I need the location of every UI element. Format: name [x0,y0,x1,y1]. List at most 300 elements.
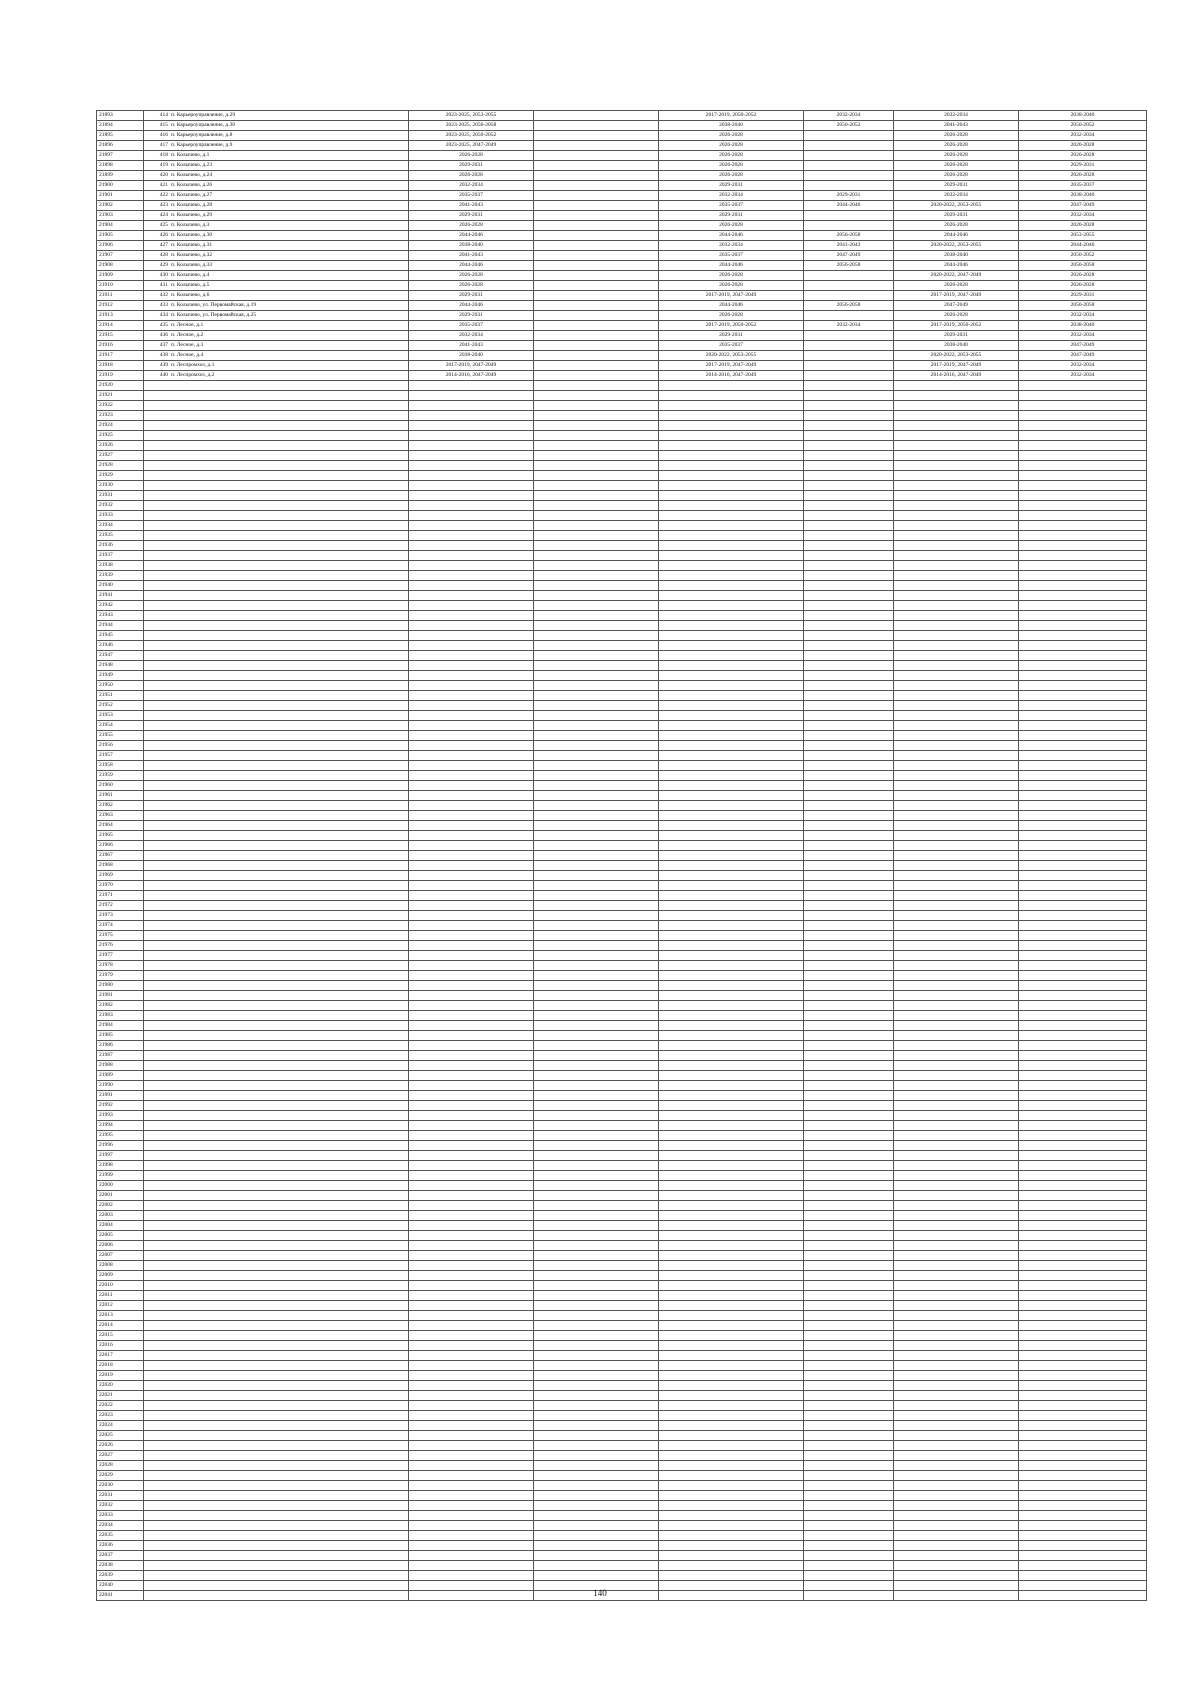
period-cell-c7 [894,1571,1019,1581]
period-cell-c4 [534,961,659,971]
row-id: 21998 [97,1161,144,1171]
period-cell-c4 [534,1241,659,1251]
period-cell-c4 [534,341,659,351]
period-cell-c6 [804,1481,894,1491]
period-cell-c6 [804,221,894,231]
period-cell-c5 [659,531,804,541]
period-cell-c4 [534,391,659,401]
period-cell-c3 [409,801,534,811]
period-cell-c6 [804,281,894,291]
period-cell-c6 [804,981,894,991]
period-cell-c8 [1019,1511,1147,1521]
period-cell-c8 [1019,1281,1147,1291]
table-row [97,981,1147,991]
row-id: 22010 [97,1281,144,1291]
table-row [97,641,1147,651]
period-cell-c7: 2032-2034 [894,191,1019,201]
period-cell-c3 [409,1491,534,1501]
period-cell-c5 [659,941,804,951]
period-cell-c7 [894,1151,1019,1161]
table-row [97,491,1147,501]
period-cell-c7 [894,651,1019,661]
address-cell [144,901,409,911]
period-cell-c8 [1019,1491,1147,1501]
period-cell-c4 [534,1171,659,1181]
row-number: 431 [159,282,168,288]
period-cell-c3: 2017-2019, 2047-2049 [409,361,534,371]
period-cell-c6 [804,181,894,191]
row-number: 426 [159,232,168,238]
period-cell-c5 [659,1451,804,1461]
period-cell-c4 [534,311,659,321]
table-row [97,851,1147,861]
period-cell-c8 [1019,1361,1147,1371]
period-cell-c3 [409,841,534,851]
row-id: 21950 [97,681,144,691]
period-cell-c3 [409,1241,534,1251]
period-cell-c7 [894,1241,1019,1251]
address-cell [144,111,409,121]
period-cell-c4 [534,761,659,771]
period-cell-c3: 2023-2025, 2047-2049 [409,141,534,151]
table-row [97,631,1147,641]
period-cell-c4 [534,271,659,281]
period-cell-c3: 2038-2040 [409,241,534,251]
period-cell-c6 [804,911,894,921]
address-cell [144,1471,409,1481]
address-text: п. Леспромхоз, д.1 [171,362,215,368]
period-cell-c5 [659,921,804,931]
row-id: 22000 [97,1181,144,1191]
period-cell-c3 [409,911,534,921]
period-cell-c8 [1019,771,1147,781]
table-row [97,1161,1147,1171]
period-cell-c3 [409,1071,534,1081]
period-cell-c6 [804,741,894,751]
period-cell-c5 [659,1221,804,1231]
row-id: 21933 [97,511,144,521]
period-cell-c7 [894,1491,1019,1501]
table-row [97,1561,1147,1571]
period-cell-c6 [804,601,894,611]
address-text: п. Колычево, д.31 [171,242,213,248]
period-cell-c5 [659,951,804,961]
address-cell [144,151,409,161]
address-cell [144,341,409,351]
table-row [97,1441,1147,1451]
period-cell-c8: 2047-2049 [1019,351,1147,361]
period-cell-c4 [534,1561,659,1571]
period-cell-c3: 2044-2046 [409,261,534,271]
row-id: 22018 [97,1361,144,1371]
address-cell [144,191,409,201]
address-cell [144,1281,409,1291]
table-row [97,421,1147,431]
row-number: 427 [159,242,168,248]
period-cell-c4 [534,1391,659,1401]
period-cell-c6 [804,1301,894,1311]
period-cell-c5 [659,1061,804,1071]
row-id: 21953 [97,711,144,721]
row-id: 21975 [97,931,144,941]
period-cell-c5 [659,511,804,521]
period-cell-c3 [409,541,534,551]
period-cell-c7 [894,841,1019,851]
period-cell-c3 [409,431,534,441]
period-cell-c3 [409,1571,534,1581]
period-cell-c4 [534,1501,659,1511]
address-cell [144,1251,409,1261]
period-cell-c3 [409,1061,534,1071]
period-cell-c8 [1019,1231,1147,1241]
table-row [97,701,1147,711]
period-cell-c4 [534,1251,659,1261]
period-cell-c8 [1019,481,1147,491]
period-cell-c7 [894,1101,1019,1111]
address-cell [144,1241,409,1251]
period-cell-c6 [804,621,894,631]
address-cell [144,491,409,501]
row-id: 21951 [97,691,144,701]
table-row [97,1271,1147,1281]
period-cell-c3 [409,961,534,971]
period-cell-c3 [409,1501,534,1511]
period-cell-c4 [534,1071,659,1081]
row-id: 21976 [97,941,144,951]
period-cell-c4 [534,491,659,501]
row-id: 21989 [97,1071,144,1081]
period-cell-c6 [804,1101,894,1111]
period-cell-c8 [1019,791,1147,801]
period-cell-c7 [894,941,1019,951]
table-row [97,381,1147,391]
period-cell-c8 [1019,511,1147,521]
period-cell-c7 [894,981,1019,991]
period-cell-c5 [659,671,804,681]
period-cell-c4 [534,1121,659,1131]
row-id: 21967 [97,851,144,861]
period-cell-c7: 2038-2040 [894,341,1019,351]
period-cell-c3 [409,1321,534,1331]
address-cell [144,871,409,881]
row-id: 21945 [97,631,144,641]
row-id: 21987 [97,1051,144,1061]
period-cell-c5 [659,1091,804,1101]
row-id: 22041 [97,1591,144,1601]
table-row [97,111,1147,121]
row-id: 22003 [97,1211,144,1221]
table-row [97,921,1147,931]
period-cell-c5: 2026-2028 [659,141,804,151]
period-cell-c3 [409,1401,534,1411]
period-cell-c3 [409,741,534,751]
address-cell [144,1381,409,1391]
period-cell-c4 [534,531,659,541]
address-cell [144,381,409,391]
row-id: 22016 [97,1341,144,1351]
address-cell [144,1401,409,1411]
table-row [97,1201,1147,1211]
period-cell-c5 [659,831,804,841]
table-row [97,171,1147,181]
address-cell [144,1391,409,1401]
period-cell-c6: 2047-2049 [804,251,894,261]
period-cell-c8 [1019,631,1147,641]
period-cell-c5: 2044-2046 [659,301,804,311]
period-cell-c8 [1019,1561,1147,1571]
row-number: 435 [159,322,168,328]
row-id: 21908 [97,261,144,271]
period-cell-c5 [659,1421,804,1431]
period-cell-c6 [804,781,894,791]
address-cell [144,1331,409,1341]
period-cell-c8 [1019,1101,1147,1111]
period-cell-c4 [534,1201,659,1211]
period-cell-c4 [534,1131,659,1141]
period-cell-c4 [534,171,659,181]
row-id: 21898 [97,161,144,171]
address-cell [144,1121,409,1131]
period-cell-c5 [659,1351,804,1361]
period-cell-c5 [659,1431,804,1441]
period-cell-c8 [1019,701,1147,711]
period-cell-c3: 2023-2025, 2050-2052 [409,131,534,141]
period-cell-c5 [659,391,804,401]
period-cell-c6 [804,1351,894,1361]
period-cell-c6 [804,1121,894,1131]
period-cell-c3 [409,1051,534,1061]
period-cell-c8: 2050-2052 [1019,251,1147,261]
period-cell-c8 [1019,991,1147,1001]
period-cell-c4 [534,291,659,301]
row-number: 420 [159,172,168,178]
period-cell-c8 [1019,1011,1147,1021]
period-cell-c7 [894,1371,1019,1381]
table-row [97,1281,1147,1291]
address-cell [144,1081,409,1091]
table-row [97,1331,1147,1341]
period-cell-c5 [659,501,804,511]
period-cell-c6 [804,1021,894,1031]
period-cell-c5: 2044-2046 [659,261,804,271]
row-id: 22028 [97,1461,144,1471]
period-cell-c3 [409,611,534,621]
address-cell [144,781,409,791]
row-id: 21962 [97,801,144,811]
period-cell-c3 [409,1311,534,1321]
row-number: 432 [159,292,168,298]
period-cell-c5 [659,581,804,591]
period-cell-c7: 2026-2028 [894,171,1019,181]
period-cell-c8 [1019,551,1147,561]
row-id: 22012 [97,1301,144,1311]
row-id: 21899 [97,171,144,181]
period-cell-c8 [1019,651,1147,661]
row-number: 418 [159,152,168,158]
period-cell-c7 [894,1311,1019,1321]
period-cell-c4 [534,781,659,791]
period-cell-c3 [409,561,534,571]
address-text: п. Лесное, д.2 [171,332,204,338]
period-cell-c5 [659,1131,804,1141]
period-cell-c7 [894,751,1019,761]
row-id: 21915 [97,331,144,341]
period-cell-c5: 2026-2028 [659,171,804,181]
period-cell-c3 [409,551,534,561]
table-row [97,341,1147,351]
period-cell-c3 [409,831,534,841]
period-cell-c5 [659,811,804,821]
table-row [97,351,1147,361]
row-id: 22040 [97,1581,144,1591]
period-cell-c7 [894,541,1019,551]
row-id: 21926 [97,441,144,451]
period-cell-c5 [659,1241,804,1251]
period-cell-c3 [409,931,534,941]
period-cell-c3: 2041-2043 [409,201,534,211]
table-row [97,1341,1147,1351]
row-id: 21904 [97,221,144,231]
period-cell-c7 [894,451,1019,461]
table-row [97,901,1147,911]
period-cell-c3 [409,791,534,801]
period-cell-c7 [894,511,1019,521]
period-cell-c4 [534,681,659,691]
period-cell-c4 [534,1111,659,1121]
row-id: 21922 [97,401,144,411]
period-cell-c5 [659,1191,804,1201]
period-cell-c3: 2026-2028 [409,271,534,281]
period-cell-c6 [804,1031,894,1041]
period-cell-c8 [1019,1451,1147,1461]
address-cell [144,971,409,981]
table-row [97,1431,1147,1441]
period-cell-c4 [534,481,659,491]
row-id: 21923 [97,411,144,421]
address-cell [144,1141,409,1151]
address-cell [144,321,409,331]
table-row [97,371,1147,381]
period-cell-c7 [894,831,1019,841]
address-cell [144,441,409,451]
period-cell-c5 [659,1031,804,1041]
period-cell-c4 [534,1221,659,1231]
period-cell-c8 [1019,1121,1147,1131]
period-cell-c3 [409,1041,534,1051]
period-cell-c6 [804,291,894,301]
period-cell-c5 [659,1361,804,1371]
period-cell-c4 [534,371,659,381]
address-cell [144,501,409,511]
period-cell-c8 [1019,691,1147,701]
period-cell-c8 [1019,1161,1147,1171]
period-cell-c4 [534,1261,659,1271]
period-cell-c3 [409,701,534,711]
period-cell-c8 [1019,1021,1147,1031]
period-cell-c8 [1019,591,1147,601]
period-cell-c8 [1019,1061,1147,1071]
address-text: п. Колычево, ул. Первомайская, д.19 [171,302,257,308]
period-cell-c4 [534,1141,659,1151]
period-cell-c3 [409,1181,534,1191]
address-cell [144,1231,409,1241]
period-cell-c3 [409,881,534,891]
period-cell-c4 [534,451,659,461]
period-cell-c6 [804,271,894,281]
table-row [97,1071,1147,1081]
period-cell-c7 [894,851,1019,861]
row-id: 21942 [97,601,144,611]
table-row [97,121,1147,131]
period-cell-c4 [534,841,659,851]
period-cell-c7 [894,1001,1019,1011]
address-cell [144,741,409,751]
period-cell-c8 [1019,751,1147,761]
period-cell-c3 [409,781,534,791]
period-cell-c6 [804,951,894,961]
period-cell-c5: 2029-2031 [659,331,804,341]
period-cell-c8 [1019,1271,1147,1281]
period-cell-c5 [659,1391,804,1401]
period-cell-c3 [409,1131,534,1141]
period-cell-c3 [409,761,534,771]
period-cell-c8: 2026-2028 [1019,221,1147,231]
period-cell-c6 [804,641,894,651]
period-cell-c7 [894,1361,1019,1371]
period-cell-c8 [1019,411,1147,421]
address-cell [144,1111,409,1121]
period-cell-c8 [1019,911,1147,921]
period-cell-c8 [1019,1071,1147,1081]
period-cell-c4 [534,1471,659,1481]
period-cell-c8 [1019,851,1147,861]
period-cell-c3 [409,591,534,601]
period-cell-c3 [409,1301,534,1311]
period-cell-c3 [409,1421,534,1431]
period-cell-c6 [804,1231,894,1241]
period-cell-c7 [894,1441,1019,1451]
period-cell-c4 [534,641,659,651]
period-cell-c8 [1019,1321,1147,1331]
period-cell-c8 [1019,891,1147,901]
period-cell-c8: 2038-2040 [1019,191,1147,201]
address-cell [144,451,409,461]
period-cell-c3 [409,411,534,421]
period-cell-c7 [894,501,1019,511]
period-cell-c3 [409,601,534,611]
table-row [97,1011,1147,1021]
period-cell-c8 [1019,611,1147,621]
period-cell-c8 [1019,1541,1147,1551]
period-cell-c7 [894,1451,1019,1461]
period-cell-c7 [894,1121,1019,1131]
period-cell-c5 [659,1531,804,1541]
period-cell-c6 [804,1451,894,1461]
period-cell-c5 [659,1411,804,1421]
period-cell-c7 [894,441,1019,451]
address-cell [144,541,409,551]
table-row [97,1041,1147,1051]
table-row [97,131,1147,141]
row-id: 21996 [97,1141,144,1151]
period-cell-c7: 2014-2016, 2047-2049 [894,371,1019,381]
period-cell-c3 [409,481,534,491]
period-cell-c8: 2032-2034 [1019,371,1147,381]
address-cell [144,691,409,701]
period-cell-c7 [894,811,1019,821]
period-cell-c6 [804,161,894,171]
table-row [97,831,1147,841]
